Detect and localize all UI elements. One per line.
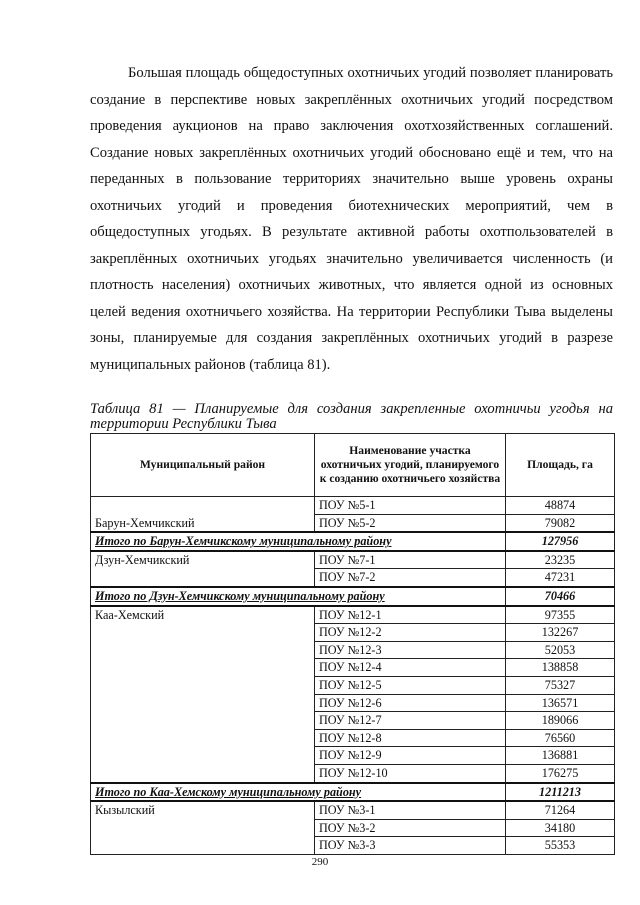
district-cell (91, 569, 315, 587)
plot-cell: ПОУ №3-1 (315, 801, 506, 819)
area-cell: 75327 (506, 676, 615, 694)
district-cell: Барун-Хемчикский (91, 514, 315, 532)
total-value: 70466 (506, 587, 615, 606)
area-cell: 79082 (506, 514, 615, 532)
district-cell (91, 497, 315, 515)
area-cell: 189066 (506, 712, 615, 730)
plot-cell: ПОУ №12-7 (315, 712, 506, 730)
plot-cell: ПОУ №7-1 (315, 551, 506, 569)
district-cell: Дзун-Хемчикский (91, 551, 315, 569)
district-cell: Каа-Хемский (91, 606, 315, 783)
paragraph-text: Большая площадь общедоступных охотничьих угодий позволяет планировать создание в перспективе новых закреплённых охотничьих угодий посредством проведения аукционов на право заключения охотхозяйственных соглашений. Создание новых закреплённых охотничьих угодий обосновано ещё и тем, что на переданных в пользование территориях значительно выше уровень охраны охотничьих угодий и проведения биотехнических мероприятий, чем в общедоступных угодьях. В результате активной работы охотпользователей в закреплённых охотничьих угодьях значительно увеличивается численность (и плотность населения) охотничьих животных, что является одной из основных целей ведения охотничьего хозяйства. На территории Республики Тыва выделены зоны, планируемые для создания закреплённых охотничьих угодий в разрезе муниципальных районов (таблица 81). (90, 65, 613, 373)
total-row (91, 587, 615, 606)
plot-cell: ПОУ №5-1 (315, 497, 506, 515)
area-cell: 55353 (506, 837, 615, 855)
total-label: Итого по Каа-Хемскому муниципальному району (91, 783, 506, 802)
area-cell: 138858 (506, 659, 615, 677)
plot-cell: ПОУ №3-3 (315, 837, 506, 855)
total-label: Итого по Барун-Хемчикскому муниципальному району (91, 532, 506, 551)
plot-cell: ПОУ №12-4 (315, 659, 506, 677)
total-value: 1211213 (506, 783, 615, 802)
plot-cell: ПОУ №12-5 (315, 676, 506, 694)
area-cell: 23235 (506, 551, 615, 569)
area-cell: 47231 (506, 569, 615, 587)
total-row (91, 783, 615, 802)
plot-cell: ПОУ №12-1 (315, 606, 506, 624)
area-cell: 132267 (506, 624, 615, 642)
header-area: Площадь, га (506, 434, 615, 497)
plot-cell: ПОУ №12-6 (315, 694, 506, 712)
area-cell: 76560 (506, 729, 615, 747)
total-value: 127956 (506, 532, 615, 551)
plot-cell: ПОУ №12-8 (315, 729, 506, 747)
table-header-row (91, 434, 615, 497)
plot-cell: ПОУ №12-3 (315, 641, 506, 659)
table-row (91, 606, 615, 624)
table-row (91, 497, 615, 515)
header-plot: Наименование участка охотничьих угодий, планируемого к созданию охотничьего хозяйства (315, 434, 506, 497)
table-row (91, 514, 615, 532)
area-cell: 71264 (506, 801, 615, 819)
plot-cell: ПОУ №12-10 (315, 764, 506, 782)
page-number: 290 (311, 856, 329, 868)
hunting-grounds-table (90, 433, 615, 855)
plot-cell: ПОУ №3-2 (315, 819, 506, 837)
plot-cell: ПОУ №7-2 (315, 569, 506, 587)
area-cell: 136571 (506, 694, 615, 712)
area-cell: 48874 (506, 497, 615, 515)
header-district: Муниципальный район (91, 434, 315, 497)
plot-cell: ПОУ №12-2 (315, 624, 506, 642)
table-row (91, 801, 615, 819)
total-row (91, 532, 615, 551)
area-cell: 136881 (506, 747, 615, 765)
area-cell: 52053 (506, 641, 615, 659)
total-label: Итого по Дзун-Хемчикскому муниципальному району (91, 587, 506, 606)
table-caption: Таблица 81 — Планируемые для создания закрепленные охотничьи угодья на территории Республики Тыва (90, 401, 613, 432)
body-paragraph (90, 60, 613, 378)
area-cell: 34180 (506, 819, 615, 837)
table-row (91, 551, 615, 569)
district-cell: Кызылский (91, 801, 315, 854)
area-cell: 176275 (506, 764, 615, 782)
table-row (91, 569, 615, 587)
plot-cell: ПОУ №5-2 (315, 514, 506, 532)
plot-cell: ПОУ №12-9 (315, 747, 506, 765)
area-cell: 97355 (506, 606, 615, 624)
